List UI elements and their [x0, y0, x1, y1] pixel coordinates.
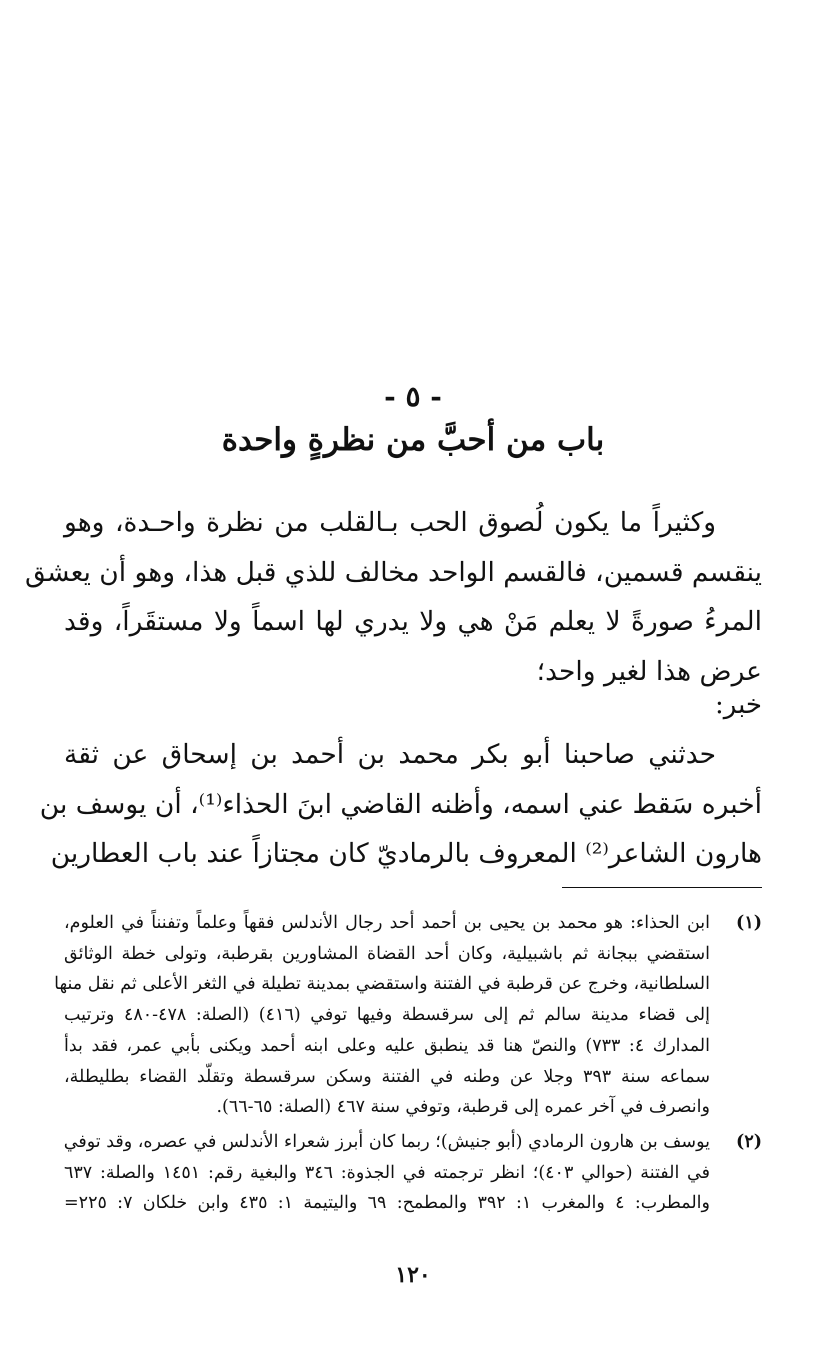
footnote-line: السلطانية، وخرج عن قرطبة في الفتنة واستقضي بمدينة تطيلة في الثغر الأعلى ثم نقل منها	[54, 974, 710, 995]
footnote-line: ابن الحذاء: هو محمد بن يحيى بن أحمد أحد رجال الأندلس فقهاً وعلماً وتفنناً في العلوم،	[64, 913, 710, 933]
khabar-label: خبر:	[714, 690, 762, 720]
page-number: ١٢٠	[395, 1262, 431, 1288]
paragraph-2	[39, 730, 762, 879]
footnote-line: المدارك ٤: ٧٣٣) والنصّ هنا قد ينطبق عليه وعلى ابنه أحمد ويكنى بأبي عمر، فقد بدأ	[64, 1035, 711, 1056]
chapter-number: - ٥ -	[384, 380, 442, 413]
footnote-line: وانصرف في آخر عمره إلى قرطبة، وتوفي سنة ٤٦٧ (الصلة: ٦٥-٦٦).	[216, 1097, 710, 1118]
footnote-1	[54, 908, 762, 1123]
paragraph-1-line: عرض هذا لغير واحد؛	[536, 655, 762, 687]
paragraph-1	[24, 498, 762, 696]
paragraph-2-line: أخبره سَقط عني اسمه، وأظنه القاضي ابنَ الحذاء⁽¹⁾، أن يوسف بن	[39, 788, 762, 820]
footnote-separator	[562, 887, 762, 888]
footnote-line: سماعه سنة ٣٩٣ وجلا عن وطنه في الفتنة وسكن سرقسطة وتقلّد القضاء بطليطلة،	[64, 1066, 711, 1087]
paragraph-1-line: ينقسم قسمين، فالقسم الواحد مخالف للذي قبل هذا، وهو أن يعشق	[24, 556, 762, 588]
paragraph-1-line: وكثيراً ما يكون لُصوق الحب بـالقلب من نظرة واحـدة، وهو	[64, 507, 716, 538]
footnote-line: استقضي ببجانة ثم باشبيلية، وكان أحد القضاة المشاورين بقرطبة، وتولى خطة الوثائق	[64, 943, 710, 964]
paragraph-2-line: حدثني صاحبنا أبو بكر محمد بن أحمد بن إسحاق عن ثقة	[64, 739, 716, 770]
footnote-line: في الفتنة (حوالي ٤٠٣)؛ انظر ترجمته في الجذوة: ٣٤٦ والبغية رقم: ١٤٥١ والصلة: ٦٣٧	[64, 1162, 710, 1183]
paragraph-1-line: المرءُ صورةً لا يعلم مَنْ هي ولا يدري لها اسماً ولا مستقَراً، وقد	[64, 606, 762, 637]
footnote-2	[64, 1127, 762, 1219]
chapter-title: باب من أحبَّ من نظرةٍ واحدة	[221, 422, 605, 458]
paragraph-2-line: هارون الشاعر⁽²⁾ المعروف بالرماديّ كان مجتازاً عند باب العطارين	[50, 838, 762, 869]
footnote-line: إلى قضاء مدينة سالم ثم إلى سرقسطة وفيها توفي (٤١٦) (الصلة: ٤٧٨-٤٨٠ وترتيب	[64, 1005, 710, 1026]
footnote-number: (٢)	[736, 1131, 762, 1152]
footnotes	[54, 908, 762, 1223]
footnote-number: (١)	[736, 913, 762, 933]
footnote-line: يوسف بن هارون الرمادي (أبو جنيش)؛ ربما كان أبرز شعراء الأندلس في عصره، وقد توفي	[63, 1131, 710, 1152]
footnote-line: والمطرب: ٤ والمغرب ١: ٣٩٢ والمطمح: ٦٩ واليتيمة ١: ٤٣٥ وابن خلكان ٧: ٢٢٥=	[64, 1193, 710, 1214]
